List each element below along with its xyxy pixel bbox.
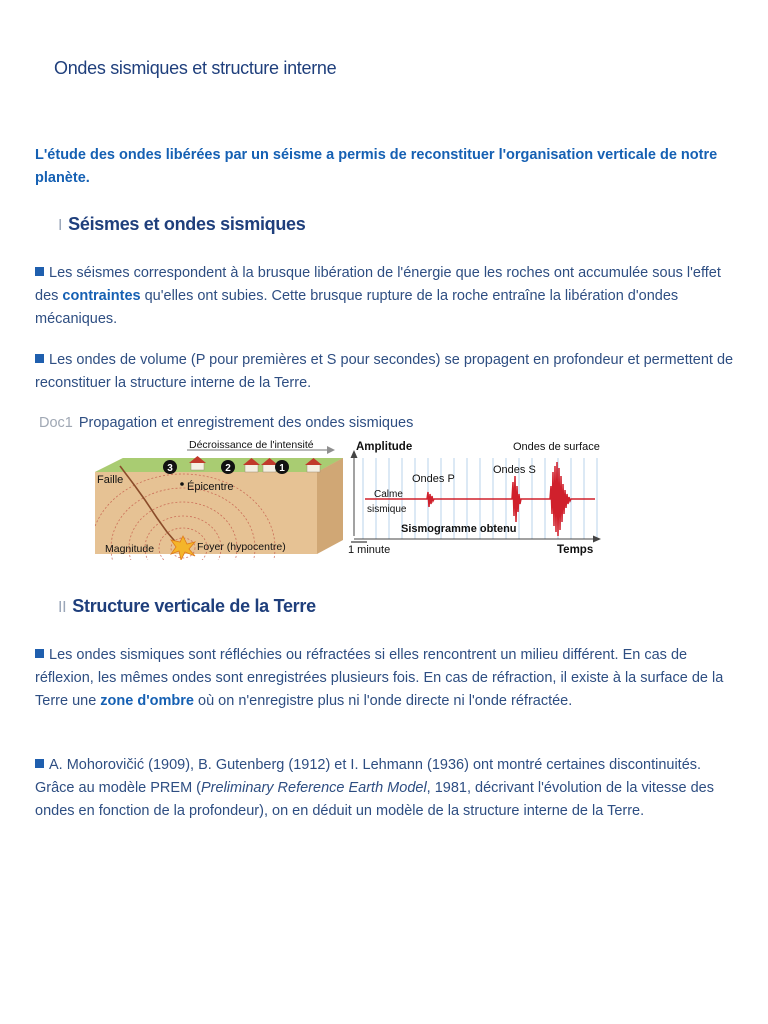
paragraph-earthquakes: [35, 262, 735, 331]
intensity-label: Décroissance de l'intensité: [189, 439, 314, 451]
magnitude-label: Magnitude: [105, 543, 155, 555]
seismic-figure: [95, 436, 607, 560]
square-bullet-icon: [35, 759, 44, 768]
marker-number: 1: [279, 463, 285, 474]
caption-text: Propagation et enregistrement des ondes sismiques: [78, 415, 414, 431]
time-axis-label: Temps: [557, 544, 594, 556]
paragraph-text: A. Mohorovičić (1909), B. Gutenberg (1912) et I. Lehmann (1936) ont montré certaines discontinuités. Grâce au modèle PREM (: [35, 757, 702, 796]
ground-block-diagram: [95, 439, 343, 560]
section-number: II: [58, 599, 67, 616]
section-heading-1: [58, 214, 305, 235]
seismic-illustration: [95, 436, 607, 560]
paragraph-text: où on n'enregistre plus ni l'onde directe ni l'onde réfractée.: [193, 693, 573, 709]
s-waves-label: Ondes S: [493, 464, 536, 476]
paragraph-text: Les séismes correspondent à la brusque libération de l'énergie que les roches ont accumulée sous l'effet des: [35, 265, 721, 304]
surface-waves-label: Ondes de surface: [513, 441, 600, 453]
paragraph-text: , 1981, décrivant l'évolution de la vitesse des ondes en fonction de la profondeur), on en déduit un modèle de la structure interne de la Terre.: [35, 780, 714, 819]
keyword-contraintes: contraintes: [62, 288, 141, 304]
fault-label: Faille: [97, 474, 124, 486]
minute-label: 1 minute: [348, 544, 391, 556]
section-title: Séismes et ondes sismiques: [68, 214, 306, 234]
epicentre-label: Épicentre: [187, 481, 234, 493]
focus-label: Foyer (hypocentre): [197, 541, 286, 553]
section-number: I: [58, 217, 63, 234]
calm-label-2: sismique: [367, 504, 407, 515]
square-bullet-icon: [35, 649, 44, 658]
p-waves-label: Ondes P: [412, 473, 455, 485]
page-title: Ondes sismiques et structure interne: [54, 58, 337, 78]
paragraph-reflection: [35, 644, 735, 713]
intro-text: L'étude des ondes libérées par un séisme a permis de reconstituer l'organisation verticale de notre planète.: [35, 147, 718, 186]
figure-caption: [39, 415, 413, 431]
paragraph-text: qu'elles ont subies. Cette brusque rupture de la roche entraîne la libération d'ondes mécaniques.: [35, 288, 679, 327]
seismogram: [348, 441, 601, 556]
paragraph-text: Les ondes sismiques sont réfléchies ou réfractées si elles rencontrent un milieu différent. En cas de réflexion, les mêmes ondes sont enregistrées plusieurs fois. En cas de réfraction, il existe à la surface de la Terre une: [35, 647, 724, 709]
marker-number: 2: [225, 463, 231, 474]
marker-number: 3: [167, 463, 173, 474]
seismogram-label: Sismogramme obtenu: [401, 523, 517, 535]
square-bullet-icon: [35, 267, 44, 276]
section-title: Structure verticale de la Terre: [72, 596, 316, 616]
prem-model-name: Preliminary Reference Earth Model: [201, 780, 427, 796]
section-heading-2: [58, 596, 316, 617]
paragraph-discontinuities: [35, 754, 735, 823]
paragraph-volume-waves: [35, 349, 735, 395]
square-bullet-icon: [35, 354, 44, 363]
paragraph-text: Les ondes de volume (P pour premières et S pour secondes) se propagent en profondeur et permettent de reconstituer la structure interne de la Terre.: [35, 352, 734, 391]
calm-label: Calme: [374, 489, 403, 500]
amplitude-label: Amplitude: [356, 441, 413, 453]
keyword-shadow-zone: zone d'ombre: [100, 693, 194, 709]
doc-label: Doc1: [39, 415, 73, 431]
